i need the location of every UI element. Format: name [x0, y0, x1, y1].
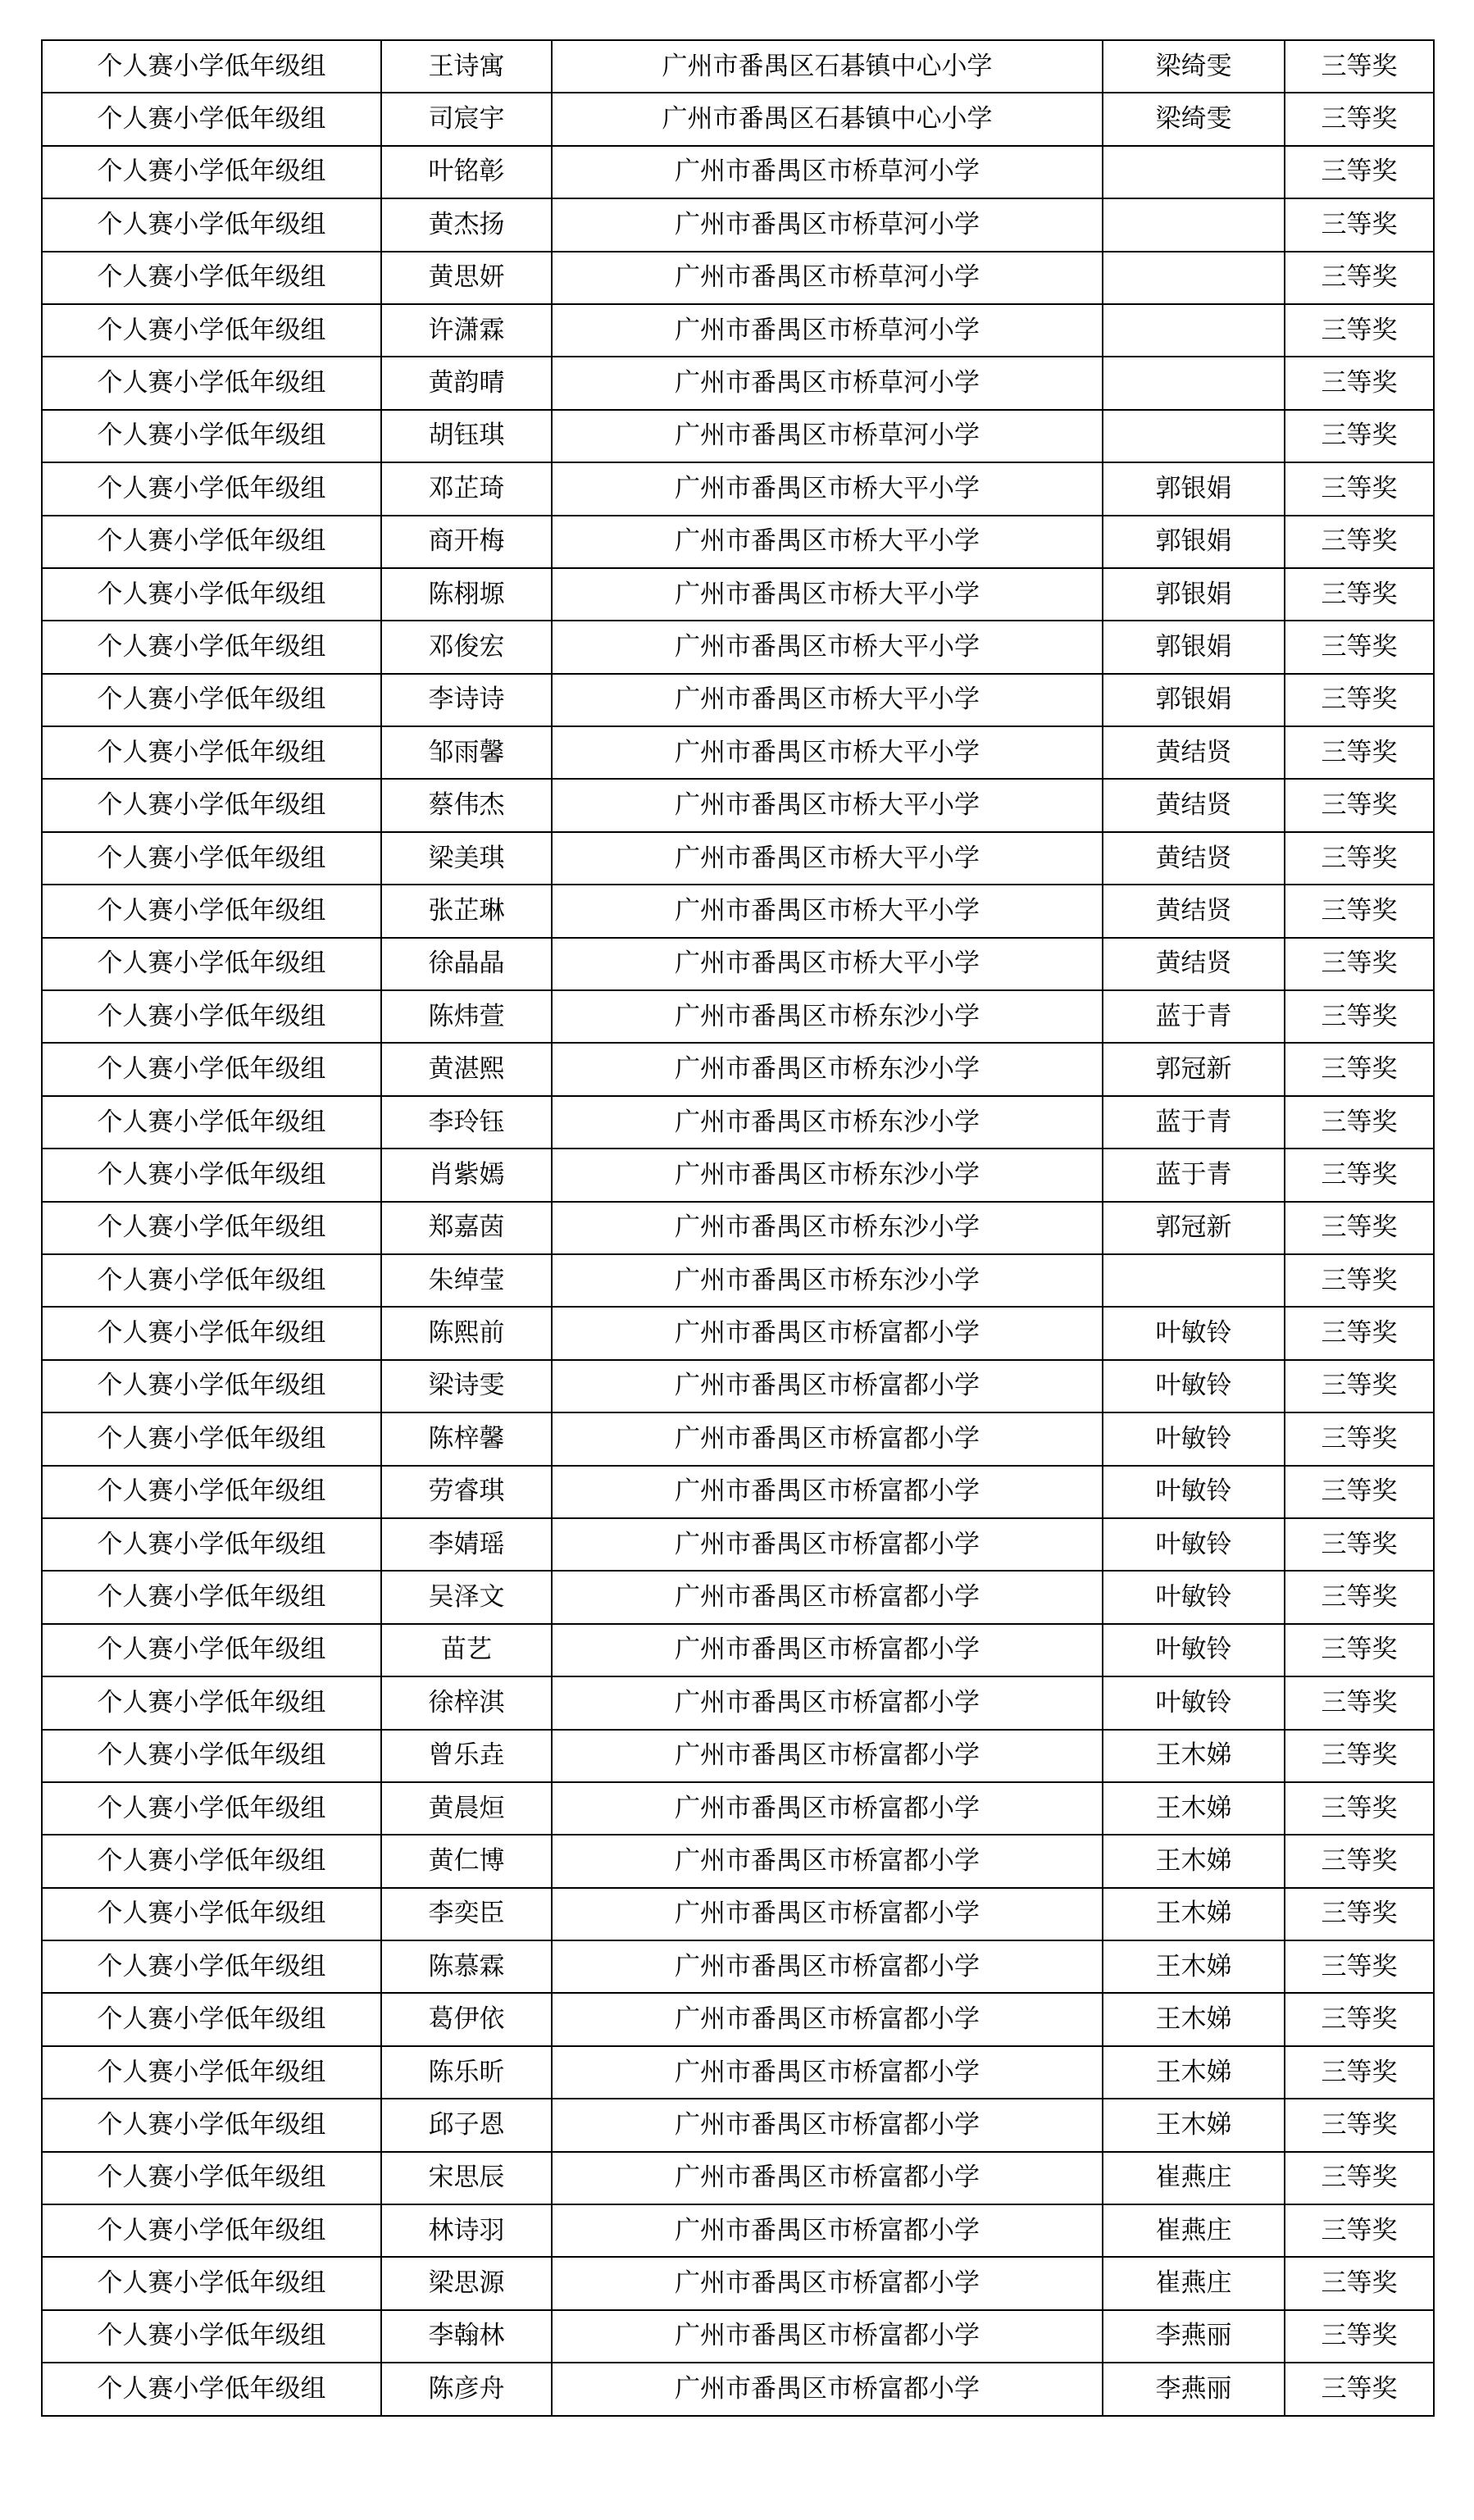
table-row — [42, 885, 1434, 937]
table-row — [42, 516, 1434, 568]
award-level-cell: 三等奖 — [1285, 2204, 1434, 2257]
competition-category-cell: 个人赛小学低年级组 — [42, 832, 381, 885]
school-name-cell: 广州市番禺区市桥东沙小学 — [552, 1096, 1103, 1149]
student-name-cell: 王诗寓 — [381, 40, 552, 93]
teacher-name-cell: 王木娣 — [1103, 1993, 1285, 2045]
competition-category-cell: 个人赛小学低年级组 — [42, 1730, 381, 1782]
competition-category-cell: 个人赛小学低年级组 — [42, 1466, 381, 1518]
student-name-cell: 邓芷琦 — [381, 462, 552, 515]
award-level-cell: 三等奖 — [1285, 885, 1434, 937]
table-row — [42, 779, 1434, 831]
student-name-cell: 苗艺 — [381, 1624, 552, 1676]
table-row — [42, 198, 1434, 251]
school-name-cell: 广州市番禺区市桥东沙小学 — [552, 1043, 1103, 1095]
competition-category-cell: 个人赛小学低年级组 — [42, 674, 381, 726]
school-name-cell: 广州市番禺区市桥草河小学 — [552, 146, 1103, 198]
competition-category-cell: 个人赛小学低年级组 — [42, 304, 381, 357]
competition-category-cell: 个人赛小学低年级组 — [42, 1202, 381, 1254]
school-name-cell: 广州市番禺区市桥东沙小学 — [552, 1202, 1103, 1254]
teacher-name-cell — [1103, 1254, 1285, 1307]
teacher-name-cell — [1103, 357, 1285, 409]
competition-category-cell: 个人赛小学低年级组 — [42, 1096, 381, 1149]
award-level-cell: 三等奖 — [1285, 2099, 1434, 2151]
award-level-cell: 三等奖 — [1285, 410, 1434, 462]
teacher-name-cell: 郭银娟 — [1103, 462, 1285, 515]
student-name-cell: 梁诗雯 — [381, 1360, 552, 1412]
student-name-cell: 胡钰琪 — [381, 410, 552, 462]
award-level-cell: 三等奖 — [1285, 1096, 1434, 1149]
student-name-cell: 葛伊依 — [381, 1993, 552, 2045]
student-name-cell: 许潇霖 — [381, 304, 552, 357]
award-level-cell: 三等奖 — [1285, 1940, 1434, 1993]
teacher-name-cell: 郭冠新 — [1103, 1043, 1285, 1095]
teacher-name-cell: 王木娣 — [1103, 1888, 1285, 1940]
teacher-name-cell: 梁绮雯 — [1103, 40, 1285, 93]
table-row — [42, 938, 1434, 990]
school-name-cell: 广州市番禺区市桥富都小学 — [552, 2257, 1103, 2309]
teacher-name-cell: 王木娣 — [1103, 1940, 1285, 1993]
school-name-cell: 广州市番禺区市桥富都小学 — [552, 1360, 1103, 1412]
competition-category-cell: 个人赛小学低年级组 — [42, 146, 381, 198]
teacher-name-cell: 黄结贤 — [1103, 832, 1285, 885]
school-name-cell: 广州市番禺区市桥富都小学 — [552, 1412, 1103, 1465]
competition-category-cell: 个人赛小学低年级组 — [42, 1571, 381, 1623]
competition-category-cell: 个人赛小学低年级组 — [42, 1676, 381, 1729]
student-name-cell: 黄仁博 — [381, 1835, 552, 1887]
teacher-name-cell: 叶敏铃 — [1103, 1676, 1285, 1729]
student-name-cell: 邓俊宏 — [381, 621, 552, 673]
table-row — [42, 1307, 1434, 1359]
award-level-cell: 三等奖 — [1285, 2363, 1434, 2415]
competition-category-cell: 个人赛小学低年级组 — [42, 1307, 381, 1359]
competition-category-cell: 个人赛小学低年级组 — [42, 40, 381, 93]
teacher-name-cell: 王木娣 — [1103, 1730, 1285, 1782]
student-name-cell: 李婧瑶 — [381, 1518, 552, 1571]
award-level-cell: 三等奖 — [1285, 832, 1434, 885]
table-row — [42, 1254, 1434, 1307]
award-level-cell: 三等奖 — [1285, 1202, 1434, 1254]
competition-category-cell: 个人赛小学低年级组 — [42, 2257, 381, 2309]
school-name-cell: 广州市番禺区市桥富都小学 — [552, 1676, 1103, 1729]
school-name-cell: 广州市番禺区市桥富都小学 — [552, 1940, 1103, 1993]
award-level-cell: 三等奖 — [1285, 252, 1434, 304]
award-level-cell: 三等奖 — [1285, 1624, 1434, 1676]
student-name-cell: 肖紫嫣 — [381, 1149, 552, 1201]
teacher-name-cell: 王木娣 — [1103, 1782, 1285, 1835]
award-level-cell: 三等奖 — [1285, 1835, 1434, 1887]
award-level-cell: 三等奖 — [1285, 1730, 1434, 1782]
teacher-name-cell: 叶敏铃 — [1103, 1412, 1285, 1465]
award-level-cell: 三等奖 — [1285, 779, 1434, 831]
school-name-cell: 广州市番禺区市桥富都小学 — [552, 2152, 1103, 2204]
award-level-cell: 三等奖 — [1285, 1412, 1434, 1465]
competition-category-cell: 个人赛小学低年级组 — [42, 1624, 381, 1676]
student-name-cell: 梁美琪 — [381, 832, 552, 885]
table-row — [42, 1993, 1434, 2045]
competition-category-cell: 个人赛小学低年级组 — [42, 1043, 381, 1095]
competition-category-cell: 个人赛小学低年级组 — [42, 516, 381, 568]
school-name-cell: 广州市番禺区市桥大平小学 — [552, 779, 1103, 831]
award-level-cell: 三等奖 — [1285, 1043, 1434, 1095]
student-name-cell: 陈梓馨 — [381, 1412, 552, 1465]
award-table-body — [42, 40, 1434, 2416]
competition-category-cell: 个人赛小学低年级组 — [42, 2363, 381, 2415]
teacher-name-cell — [1103, 410, 1285, 462]
school-name-cell: 广州市番禺区市桥富都小学 — [552, 1888, 1103, 1940]
competition-category-cell: 个人赛小学低年级组 — [42, 1518, 381, 1571]
school-name-cell: 广州市番禺区市桥大平小学 — [552, 462, 1103, 515]
award-table — [41, 39, 1435, 2417]
teacher-name-cell: 王木娣 — [1103, 1835, 1285, 1887]
school-name-cell: 广州市番禺区市桥大平小学 — [552, 885, 1103, 937]
table-row — [42, 2257, 1434, 2309]
student-name-cell: 陈慕霖 — [381, 1940, 552, 1993]
table-row — [42, 1043, 1434, 1095]
table-row — [42, 2099, 1434, 2151]
award-level-cell: 三等奖 — [1285, 1466, 1434, 1518]
teacher-name-cell: 叶敏铃 — [1103, 1360, 1285, 1412]
table-row — [42, 1835, 1434, 1887]
competition-category-cell: 个人赛小学低年级组 — [42, 568, 381, 621]
award-level-cell: 三等奖 — [1285, 726, 1434, 779]
school-name-cell: 广州市番禺区市桥草河小学 — [552, 304, 1103, 357]
award-level-cell: 三等奖 — [1285, 2310, 1434, 2363]
school-name-cell: 广州市番禺区市桥草河小学 — [552, 198, 1103, 251]
award-level-cell: 三等奖 — [1285, 1888, 1434, 1940]
award-level-cell: 三等奖 — [1285, 1360, 1434, 1412]
table-row — [42, 357, 1434, 409]
school-name-cell: 广州市番禺区市桥东沙小学 — [552, 1149, 1103, 1201]
competition-category-cell: 个人赛小学低年级组 — [42, 2046, 381, 2099]
table-row — [42, 1149, 1434, 1201]
award-level-cell: 三等奖 — [1285, 462, 1434, 515]
competition-category-cell: 个人赛小学低年级组 — [42, 990, 381, 1043]
award-level-cell: 三等奖 — [1285, 146, 1434, 198]
award-level-cell: 三等奖 — [1285, 516, 1434, 568]
teacher-name-cell: 蓝于青 — [1103, 1096, 1285, 1149]
school-name-cell: 广州市番禺区石碁镇中心小学 — [552, 93, 1103, 145]
school-name-cell: 广州市番禺区市桥大平小学 — [552, 832, 1103, 885]
competition-category-cell: 个人赛小学低年级组 — [42, 410, 381, 462]
award-list-page — [41, 39, 1435, 2417]
school-name-cell: 广州市番禺区市桥大平小学 — [552, 674, 1103, 726]
teacher-name-cell: 叶敏铃 — [1103, 1307, 1285, 1359]
school-name-cell: 广州市番禺区市桥富都小学 — [552, 2099, 1103, 2151]
table-row — [42, 2204, 1434, 2257]
award-level-cell: 三等奖 — [1285, 1307, 1434, 1359]
table-row — [42, 40, 1434, 93]
teacher-name-cell: 郭银娟 — [1103, 568, 1285, 621]
student-name-cell: 陈熙前 — [381, 1307, 552, 1359]
competition-category-cell: 个人赛小学低年级组 — [42, 938, 381, 990]
table-row — [42, 462, 1434, 515]
school-name-cell: 广州市番禺区市桥大平小学 — [552, 621, 1103, 673]
competition-category-cell: 个人赛小学低年级组 — [42, 198, 381, 251]
teacher-name-cell: 叶敏铃 — [1103, 1571, 1285, 1623]
student-name-cell: 梁思源 — [381, 2257, 552, 2309]
student-name-cell: 李诗诗 — [381, 674, 552, 726]
competition-category-cell: 个人赛小学低年级组 — [42, 1888, 381, 1940]
student-name-cell: 蔡伟杰 — [381, 779, 552, 831]
award-level-cell: 三等奖 — [1285, 1149, 1434, 1201]
teacher-name-cell: 黄结贤 — [1103, 885, 1285, 937]
school-name-cell: 广州市番禺区市桥草河小学 — [552, 252, 1103, 304]
student-name-cell: 叶铭彰 — [381, 146, 552, 198]
competition-category-cell: 个人赛小学低年级组 — [42, 885, 381, 937]
teacher-name-cell: 王木娣 — [1103, 2099, 1285, 2151]
table-row — [42, 1518, 1434, 1571]
teacher-name-cell: 崔燕庄 — [1103, 2204, 1285, 2257]
award-level-cell: 三等奖 — [1285, 1254, 1434, 1307]
table-row — [42, 1730, 1434, 1782]
award-level-cell: 三等奖 — [1285, 2257, 1434, 2309]
competition-category-cell: 个人赛小学低年级组 — [42, 462, 381, 515]
table-row — [42, 1571, 1434, 1623]
school-name-cell: 广州市番禺区市桥大平小学 — [552, 726, 1103, 779]
competition-category-cell: 个人赛小学低年级组 — [42, 621, 381, 673]
table-row — [42, 2152, 1434, 2204]
student-name-cell: 李奕臣 — [381, 1888, 552, 1940]
teacher-name-cell: 崔燕庄 — [1103, 2152, 1285, 2204]
teacher-name-cell: 叶敏铃 — [1103, 1466, 1285, 1518]
teacher-name-cell: 叶敏铃 — [1103, 1518, 1285, 1571]
student-name-cell: 林诗羽 — [381, 2204, 552, 2257]
table-row — [42, 674, 1434, 726]
award-level-cell: 三等奖 — [1285, 357, 1434, 409]
student-name-cell: 劳睿琪 — [381, 1466, 552, 1518]
competition-category-cell: 个人赛小学低年级组 — [42, 1360, 381, 1412]
teacher-name-cell: 叶敏铃 — [1103, 1624, 1285, 1676]
teacher-name-cell — [1103, 198, 1285, 251]
award-level-cell: 三等奖 — [1285, 2152, 1434, 2204]
table-row — [42, 1940, 1434, 1993]
student-name-cell: 宋思辰 — [381, 2152, 552, 2204]
competition-category-cell: 个人赛小学低年级组 — [42, 1940, 381, 1993]
school-name-cell: 广州市番禺区市桥大平小学 — [552, 516, 1103, 568]
student-name-cell: 吴泽文 — [381, 1571, 552, 1623]
student-name-cell: 黄杰扬 — [381, 198, 552, 251]
table-row — [42, 2363, 1434, 2415]
award-level-cell: 三等奖 — [1285, 1782, 1434, 1835]
award-level-cell: 三等奖 — [1285, 674, 1434, 726]
competition-category-cell: 个人赛小学低年级组 — [42, 2310, 381, 2363]
award-level-cell: 三等奖 — [1285, 93, 1434, 145]
award-level-cell: 三等奖 — [1285, 990, 1434, 1043]
student-name-cell: 黄湛熙 — [381, 1043, 552, 1095]
award-level-cell: 三等奖 — [1285, 938, 1434, 990]
student-name-cell: 黄晨烜 — [381, 1782, 552, 1835]
table-row — [42, 93, 1434, 145]
student-name-cell: 邱子恩 — [381, 2099, 552, 2151]
school-name-cell: 广州市番禺区市桥富都小学 — [552, 1307, 1103, 1359]
school-name-cell: 广州市番禺区市桥富都小学 — [552, 1466, 1103, 1518]
school-name-cell: 广州市番禺区市桥东沙小学 — [552, 1254, 1103, 1307]
table-row — [42, 1624, 1434, 1676]
table-row — [42, 621, 1434, 673]
student-name-cell: 郑嘉茵 — [381, 1202, 552, 1254]
award-level-cell: 三等奖 — [1285, 568, 1434, 621]
student-name-cell: 李玲钰 — [381, 1096, 552, 1149]
table-row — [42, 568, 1434, 621]
teacher-name-cell: 蓝于青 — [1103, 990, 1285, 1043]
teacher-name-cell: 郭银娟 — [1103, 516, 1285, 568]
teacher-name-cell: 崔燕庄 — [1103, 2257, 1285, 2309]
table-row — [42, 410, 1434, 462]
table-row — [42, 1782, 1434, 1835]
school-name-cell: 广州市番禺区市桥富都小学 — [552, 2310, 1103, 2363]
student-name-cell: 陈炜萱 — [381, 990, 552, 1043]
student-name-cell: 黄思妍 — [381, 252, 552, 304]
award-level-cell: 三等奖 — [1285, 198, 1434, 251]
school-name-cell: 广州市番禺区市桥富都小学 — [552, 1782, 1103, 1835]
table-row — [42, 990, 1434, 1043]
award-level-cell: 三等奖 — [1285, 1676, 1434, 1729]
award-level-cell: 三等奖 — [1285, 1518, 1434, 1571]
school-name-cell: 广州市番禺区市桥富都小学 — [552, 1993, 1103, 2045]
teacher-name-cell: 黄结贤 — [1103, 938, 1285, 990]
student-name-cell: 陈乐昕 — [381, 2046, 552, 2099]
teacher-name-cell: 蓝于青 — [1103, 1149, 1285, 1201]
competition-category-cell: 个人赛小学低年级组 — [42, 1254, 381, 1307]
competition-category-cell: 个人赛小学低年级组 — [42, 2152, 381, 2204]
school-name-cell: 广州市番禺区市桥东沙小学 — [552, 990, 1103, 1043]
school-name-cell: 广州市番禺区市桥大平小学 — [552, 938, 1103, 990]
school-name-cell: 广州市番禺区市桥富都小学 — [552, 1518, 1103, 1571]
student-name-cell: 张芷琳 — [381, 885, 552, 937]
table-row — [42, 1096, 1434, 1149]
competition-category-cell: 个人赛小学低年级组 — [42, 2204, 381, 2257]
teacher-name-cell — [1103, 304, 1285, 357]
table-row — [42, 832, 1434, 885]
competition-category-cell: 个人赛小学低年级组 — [42, 1412, 381, 1465]
student-name-cell: 商开梅 — [381, 516, 552, 568]
competition-category-cell: 个人赛小学低年级组 — [42, 93, 381, 145]
student-name-cell: 黄韵晴 — [381, 357, 552, 409]
table-row — [42, 1466, 1434, 1518]
teacher-name-cell — [1103, 146, 1285, 198]
teacher-name-cell: 黄结贤 — [1103, 779, 1285, 831]
competition-category-cell: 个人赛小学低年级组 — [42, 357, 381, 409]
table-row — [42, 146, 1434, 198]
competition-category-cell: 个人赛小学低年级组 — [42, 252, 381, 304]
teacher-name-cell: 郭银娟 — [1103, 674, 1285, 726]
school-name-cell: 广州市番禺区市桥富都小学 — [552, 1571, 1103, 1623]
student-name-cell: 朱绰莹 — [381, 1254, 552, 1307]
school-name-cell: 广州市番禺区市桥富都小学 — [552, 2046, 1103, 2099]
competition-category-cell: 个人赛小学低年级组 — [42, 1835, 381, 1887]
award-level-cell: 三等奖 — [1285, 40, 1434, 93]
competition-category-cell: 个人赛小学低年级组 — [42, 1782, 381, 1835]
competition-category-cell: 个人赛小学低年级组 — [42, 1993, 381, 2045]
table-row — [42, 2046, 1434, 2099]
school-name-cell: 广州市番禺区市桥草河小学 — [552, 357, 1103, 409]
student-name-cell: 陈彦舟 — [381, 2363, 552, 2415]
student-name-cell: 曾乐垚 — [381, 1730, 552, 1782]
student-name-cell: 李翰林 — [381, 2310, 552, 2363]
student-name-cell: 徐梓淇 — [381, 1676, 552, 1729]
student-name-cell: 陈栩塬 — [381, 568, 552, 621]
award-level-cell: 三等奖 — [1285, 304, 1434, 357]
school-name-cell: 广州市番禺区市桥富都小学 — [552, 2363, 1103, 2415]
competition-category-cell: 个人赛小学低年级组 — [42, 779, 381, 831]
table-row — [42, 1676, 1434, 1729]
competition-category-cell: 个人赛小学低年级组 — [42, 2099, 381, 2151]
student-name-cell: 邹雨馨 — [381, 726, 552, 779]
teacher-name-cell: 李燕丽 — [1103, 2363, 1285, 2415]
teacher-name-cell: 李燕丽 — [1103, 2310, 1285, 2363]
award-level-cell: 三等奖 — [1285, 2046, 1434, 2099]
school-name-cell: 广州市番禺区市桥富都小学 — [552, 2204, 1103, 2257]
teacher-name-cell: 梁绮雯 — [1103, 93, 1285, 145]
teacher-name-cell: 郭银娟 — [1103, 621, 1285, 673]
table-row — [42, 1360, 1434, 1412]
teacher-name-cell: 郭冠新 — [1103, 1202, 1285, 1254]
student-name-cell: 司宸宇 — [381, 93, 552, 145]
competition-category-cell: 个人赛小学低年级组 — [42, 1149, 381, 1201]
table-row — [42, 304, 1434, 357]
teacher-name-cell: 黄结贤 — [1103, 726, 1285, 779]
table-row — [42, 726, 1434, 779]
teacher-name-cell — [1103, 252, 1285, 304]
table-row — [42, 1888, 1434, 1940]
table-row — [42, 252, 1434, 304]
school-name-cell: 广州市番禺区市桥富都小学 — [552, 1730, 1103, 1782]
table-row — [42, 1412, 1434, 1465]
student-name-cell: 徐晶晶 — [381, 938, 552, 990]
table-row — [42, 1202, 1434, 1254]
school-name-cell: 广州市番禺区市桥富都小学 — [552, 1624, 1103, 1676]
school-name-cell: 广州市番禺区市桥草河小学 — [552, 410, 1103, 462]
school-name-cell: 广州市番禺区市桥大平小学 — [552, 568, 1103, 621]
table-row — [42, 2310, 1434, 2363]
award-level-cell: 三等奖 — [1285, 621, 1434, 673]
teacher-name-cell: 王木娣 — [1103, 2046, 1285, 2099]
school-name-cell: 广州市番禺区石碁镇中心小学 — [552, 40, 1103, 93]
competition-category-cell: 个人赛小学低年级组 — [42, 726, 381, 779]
award-level-cell: 三等奖 — [1285, 1571, 1434, 1623]
award-level-cell: 三等奖 — [1285, 1993, 1434, 2045]
school-name-cell: 广州市番禺区市桥富都小学 — [552, 1835, 1103, 1887]
